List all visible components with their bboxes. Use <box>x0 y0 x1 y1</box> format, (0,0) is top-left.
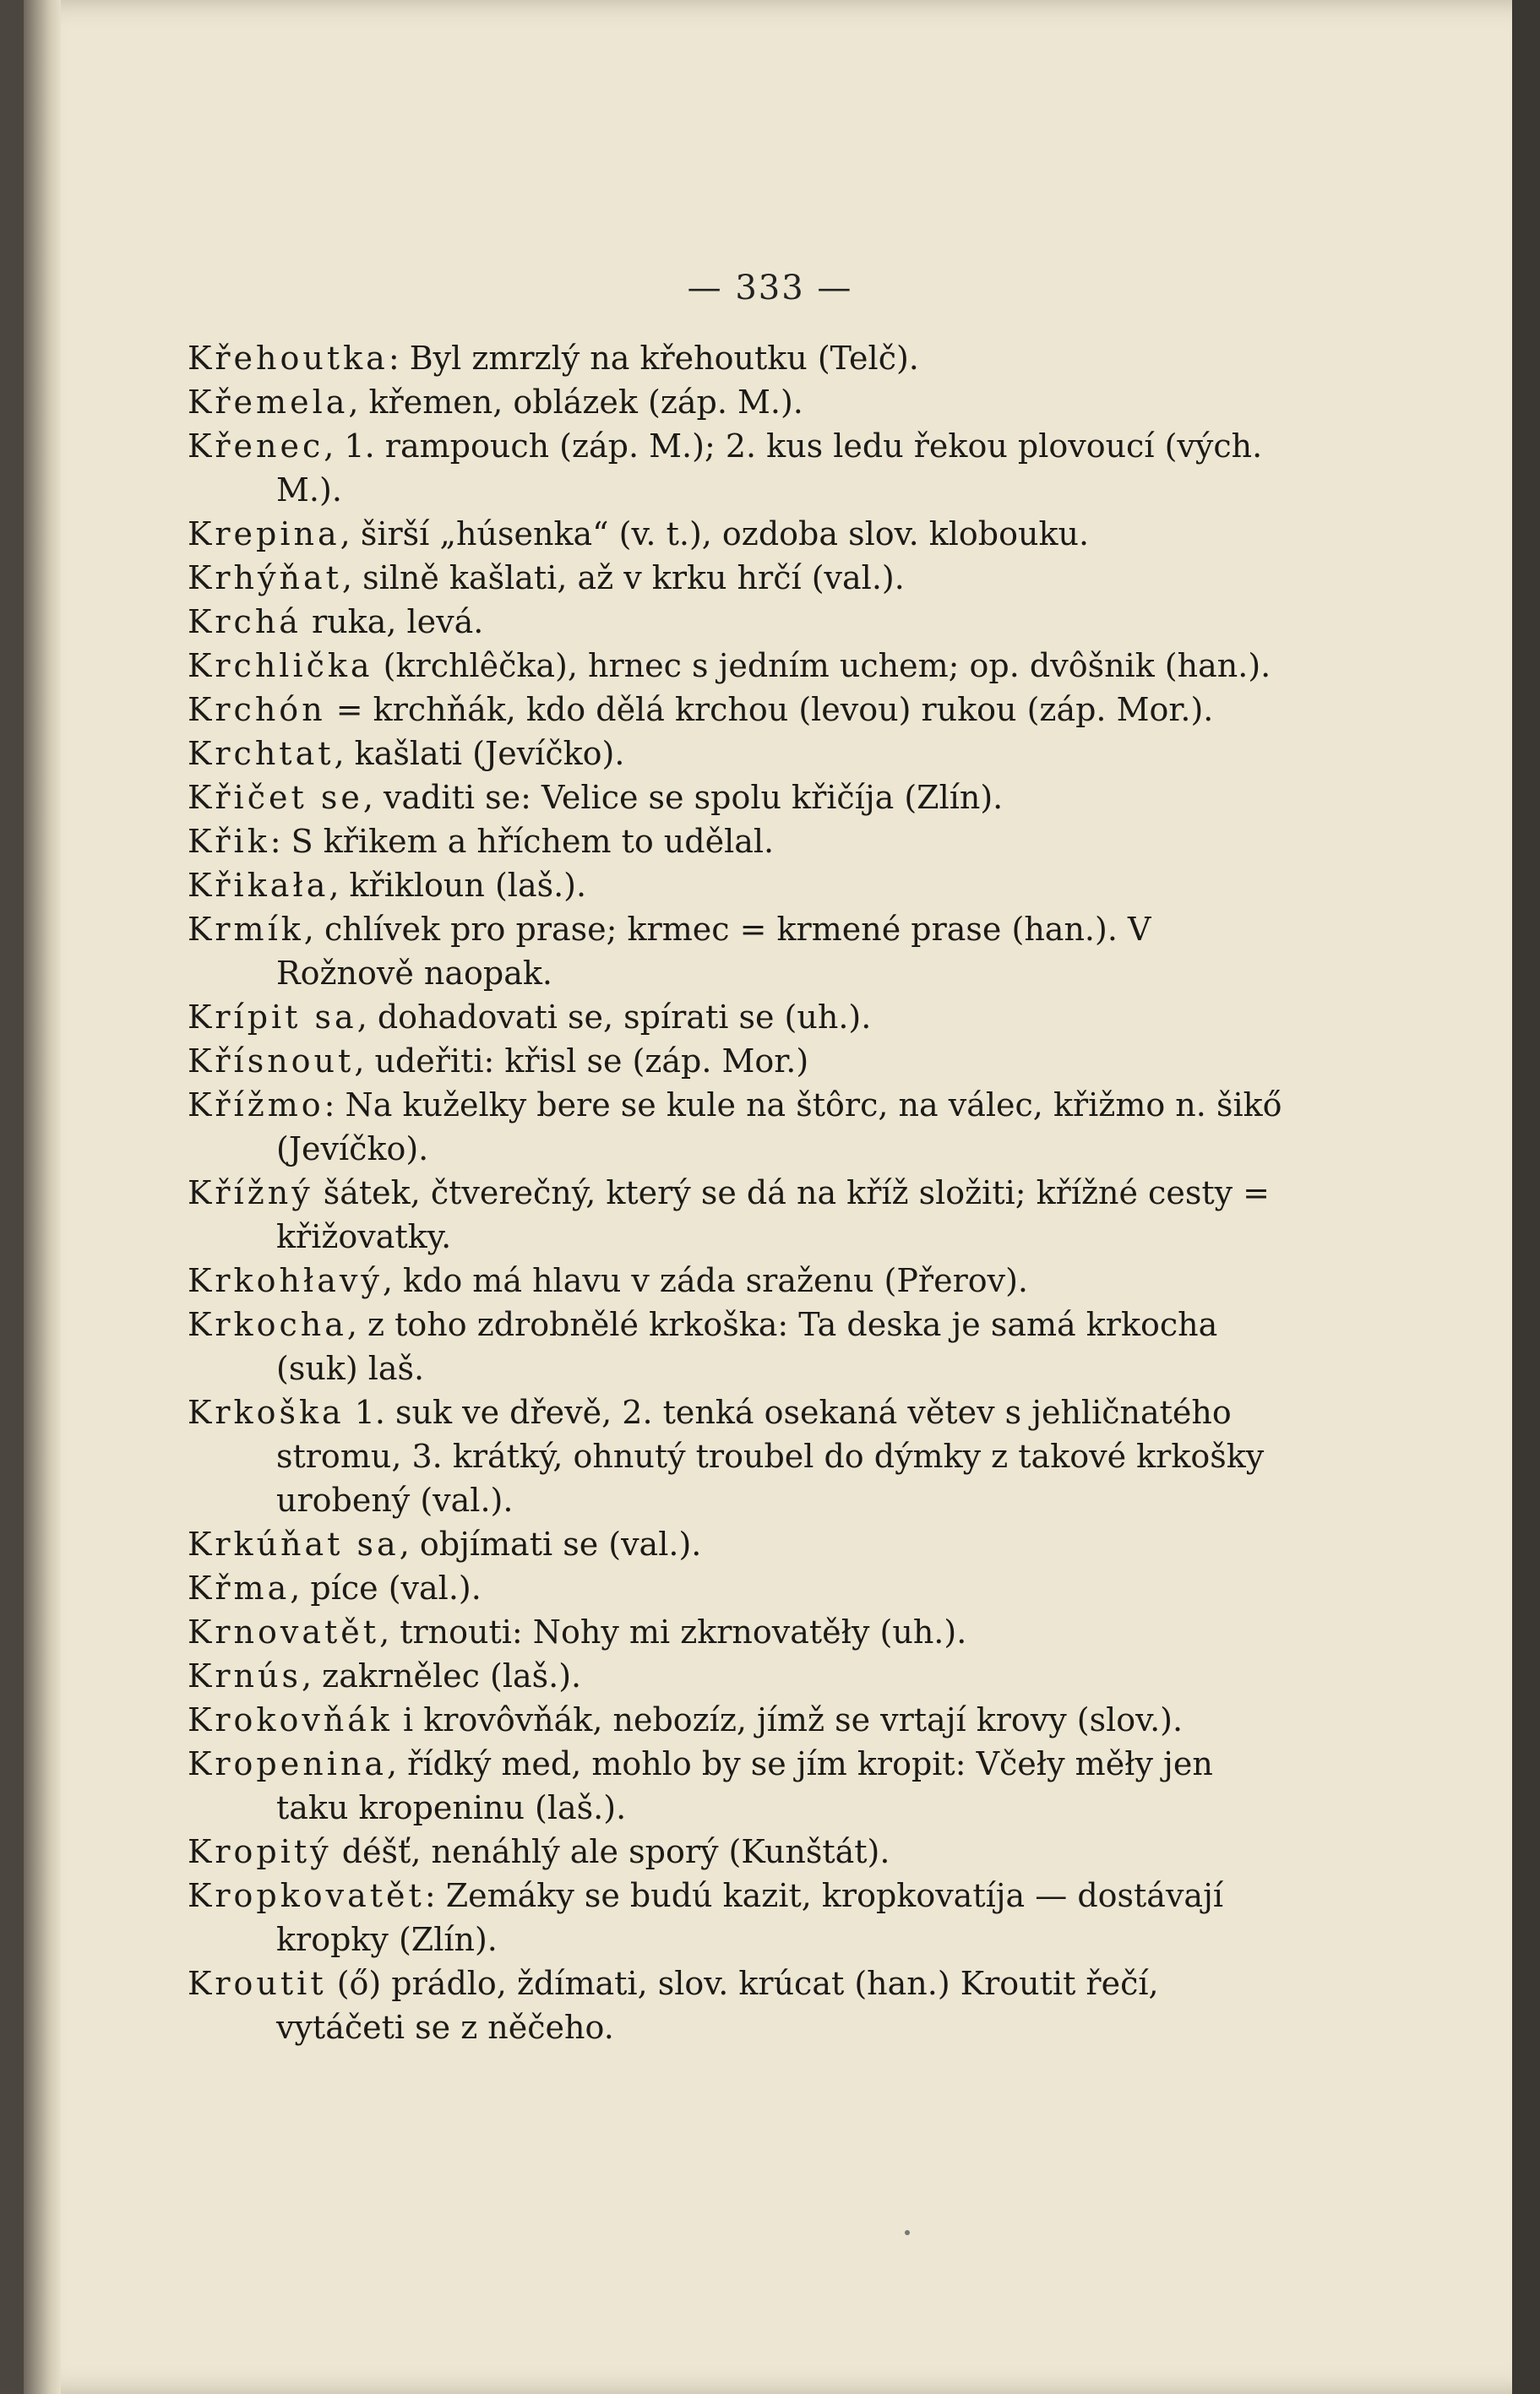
entry-headword: Kroutit <box>188 1965 327 2002</box>
entry-definition: (ő) prádlo, ždímati, slov. krúcat (han.) Kroutit řečí, vytáčeti se z něčeho. <box>276 1965 1159 2046</box>
entry-headword: Krepina <box>188 515 340 552</box>
entry-headword: Krchtat <box>188 735 335 772</box>
page-edge <box>1512 0 1540 2394</box>
entry-headword: Krkohłavý <box>188 1262 383 1299</box>
dictionary-entry <box>188 1039 1286 1083</box>
dictionary-entry <box>188 1654 1286 1698</box>
entry-headword: Kropenina <box>188 1745 388 1782</box>
entry-headword: Krnús <box>188 1657 302 1695</box>
entry-headword: Krhýňat <box>188 559 342 596</box>
entry-definition: , z toho zdrobnělé krkoška: Ta deska je samá krkocha (suk) laš. <box>276 1306 1218 1387</box>
entry-headword: Křehoutka <box>188 340 389 377</box>
entry-headword: Kropkovatět <box>188 1877 425 1914</box>
entry-definition: (krchlêčka), hrnec s jedním uchem; op. dvôšnik (han.). <box>373 647 1271 684</box>
entry-definition: , vaditi se: Velice se spolu křičíja (Zlín). <box>362 779 1004 816</box>
dictionary-entry <box>188 1830 1286 1874</box>
dictionary-entry <box>188 1742 1286 1830</box>
dictionary-entry <box>188 424 1286 512</box>
entry-headword: Křikała <box>188 867 329 904</box>
entry-definition: 1. suk ve dřevě, 2. tenká osekaná větev s jehličnatého stromu, 3. krátký, ohnutý troubel do dýmky z takové krkošky urobený (val.). <box>276 1394 1265 1519</box>
entry-definition: i krovôvňák, nebozíz, jímž se vrtají krovy (slov.). <box>392 1701 1184 1738</box>
dictionary-entry <box>188 1522 1286 1566</box>
dictionary-entry <box>188 863 1286 907</box>
dictionary-entry <box>188 556 1286 600</box>
entry-headword: Krchón <box>188 691 326 728</box>
entry-headword: Křičet se <box>188 779 363 816</box>
dictionary-entry <box>188 1171 1286 1259</box>
entry-headword: Krípit sa <box>188 998 357 1036</box>
entry-headword: Krmík <box>188 911 304 948</box>
entry-definition: , chlívek pro prase; krmec = krmené prase (han.). V Rožnově naopak. <box>276 911 1151 992</box>
dictionary-entry <box>188 732 1286 775</box>
dictionary-entry <box>188 1961 1286 2049</box>
dictionary-entry <box>188 600 1286 644</box>
entry-definition: : Na kuželky bere se kule na štôrc, na válec, křižmo n. šikő (Jevíčko). <box>276 1086 1282 1167</box>
dictionary-entry <box>188 1259 1286 1303</box>
dictionary-entry <box>188 1874 1286 1961</box>
entry-headword: Křik <box>188 823 270 860</box>
dictionary-entry <box>188 1698 1286 1742</box>
dictionary-entry <box>188 775 1286 819</box>
entry-headword: Krkocha <box>188 1306 347 1343</box>
entry-headword: Kropitý <box>188 1833 332 1870</box>
entry-headword: Krchlička <box>188 647 373 684</box>
entry-definition: , řídký med, mohlo by se jím kropit: Včeły měły jen taku kropeninu (laš.). <box>276 1745 1213 1826</box>
entry-definition: , křemen, oblázek (záp. M.). <box>348 384 803 421</box>
entry-definition: , křikloun (laš.). <box>329 867 587 904</box>
entry-definition: , objímati se (val.). <box>399 1526 702 1563</box>
entry-headword: Krokovňák <box>188 1701 393 1738</box>
entry-definition: , 1. rampouch (záp. M.); 2. kus ledu řekou plovoucí (vých. M.). <box>276 427 1263 509</box>
entry-definition: ruka, levá. <box>301 603 484 640</box>
dictionary-entry <box>188 512 1286 556</box>
dictionary-entries <box>188 336 1286 2049</box>
entry-headword: Krkúňat sa <box>188 1526 400 1563</box>
entry-headword: Krkoška <box>188 1394 345 1431</box>
entry-headword: Křížmo <box>188 1086 324 1124</box>
dictionary-entry <box>188 644 1286 688</box>
entry-definition: , udeřiti: křisl se (záp. Mor.) <box>354 1042 809 1080</box>
dictionary-entry <box>188 336 1286 380</box>
entry-definition: , kdo má hlavu v záda sraženu (Přerov). <box>382 1262 1028 1299</box>
entry-definition: , silně kašlati, až v krku hrčí (val.). <box>341 559 905 596</box>
entry-headword: Křížný <box>188 1174 313 1211</box>
entry-headword: Křemela <box>188 384 349 421</box>
entry-definition: šátek, čtverečný, který se dá na kříž složiti; křížné cesty = křižovatky. <box>276 1174 1270 1255</box>
dictionary-entry <box>188 380 1286 424</box>
dictionary-entry <box>188 907 1286 995</box>
dictionary-entry <box>188 688 1286 732</box>
entry-definition: , širší „húsenka“ (v. t.), ozdoba slov. klobouku. <box>340 515 1090 552</box>
entry-headword: Krnovatět <box>188 1613 380 1651</box>
entry-definition: , dohadovati se, spírati se (uh.). <box>356 998 872 1036</box>
dictionary-entry <box>188 1390 1286 1522</box>
dictionary-entry <box>188 995 1286 1039</box>
ink-speck <box>905 2230 910 2235</box>
entry-definition: : Zemáky se budú kazit, kropkovatíja — dostávají kropky (Zlín). <box>276 1877 1224 1958</box>
entry-definition: , trnouti: Nohy mi zkrnovatěły (uh.). <box>379 1613 967 1651</box>
entry-headword: Křísnout <box>188 1042 355 1080</box>
entry-definition: déšť, nenáhlý ale sporý (Kunštát). <box>331 1833 890 1870</box>
entry-headword: Křma <box>188 1570 291 1607</box>
page-number: — 333 — <box>687 269 853 307</box>
entry-definition: , kašlati (Jevíčko). <box>334 735 625 772</box>
entry-definition: , zakrnělec (laš.). <box>302 1657 582 1695</box>
page-gutter <box>24 0 61 2394</box>
entry-definition: : Byl zmrzlý na křehoutku (Telč). <box>388 340 919 377</box>
entry-headword: Křenec <box>188 427 324 465</box>
entry-definition: , píce (val.). <box>290 1570 482 1607</box>
entry-definition: = krchňák, kdo dělá krchou (levou) rukou (záp. Mor.). <box>325 691 1214 728</box>
dictionary-entry <box>188 819 1286 863</box>
dictionary-entry <box>188 1303 1286 1390</box>
entry-definition: : S křikem a hříchem to udělal. <box>269 823 775 860</box>
dictionary-entry <box>188 1566 1286 1610</box>
dictionary-entry <box>188 1083 1286 1171</box>
entry-headword: Krchá <box>188 603 302 640</box>
dictionary-entry <box>188 1610 1286 1654</box>
